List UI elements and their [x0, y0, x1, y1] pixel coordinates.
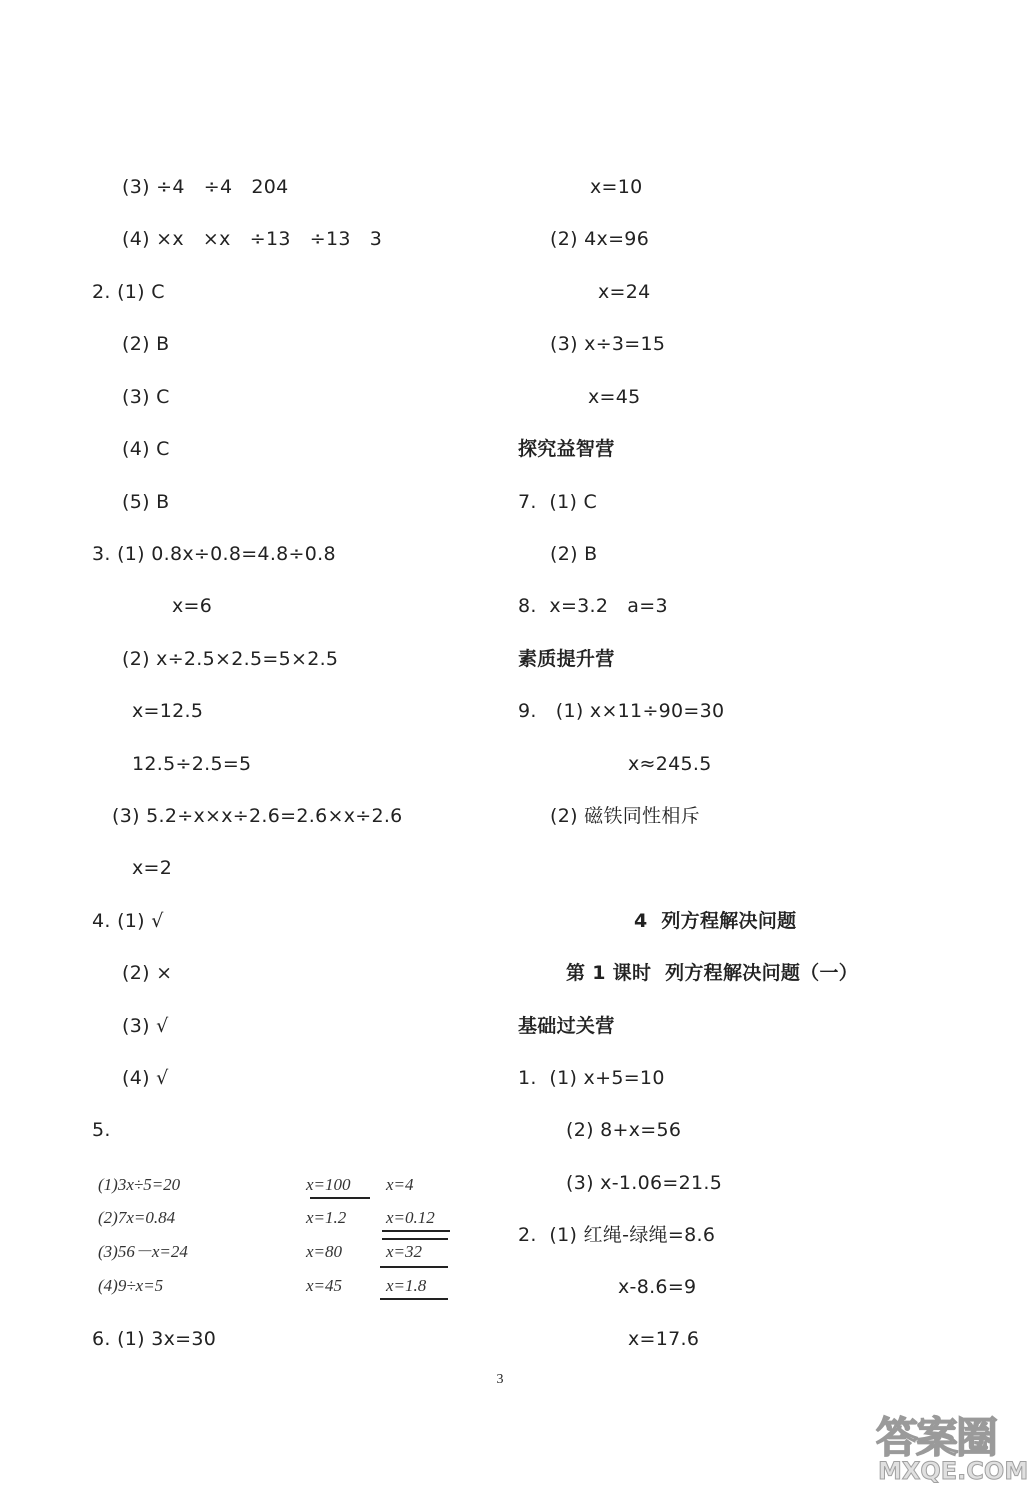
match-equation-4: (4)9÷x=5 [98, 1276, 164, 1295]
match-col2-4: x=45 [306, 1276, 343, 1295]
left-line-10: (2) x÷2.5×2.5=5×2.5 [122, 648, 339, 670]
left-line-6: (4) C [122, 438, 170, 460]
match-col3-2: x=0.12 [386, 1208, 435, 1227]
match-col3-1: x=4 [386, 1175, 414, 1194]
left-line-4: (2) B [122, 333, 170, 355]
match-equation-2: (2)7x=0.84 [98, 1208, 176, 1227]
right-line-18: (2) 8+x=56 [566, 1119, 682, 1141]
right-line-20: 2. (1) 红绳-绿绳=8.6 [518, 1224, 716, 1246]
left-line-13: (3) 5.2÷x×x÷2.6=2.6×x÷2.6 [112, 805, 403, 827]
left-line-2: (4) ×x ×x ÷13 ÷13 3 [122, 228, 383, 250]
left-line-3: 2. (1) C [92, 281, 165, 303]
match-line [382, 1230, 450, 1232]
left-line-20: 6. (1) 3x=30 [92, 1328, 217, 1350]
right-line-7: 7. (1) C [518, 491, 598, 513]
match-col3-4: x=1.8 [386, 1276, 427, 1295]
watermark [876, 1405, 1028, 1487]
match-line [380, 1298, 448, 1300]
right-line-1: x=10 [590, 176, 643, 198]
right-line-11: 9. (1) x×11÷90=30 [518, 700, 725, 722]
left-line-18: (4) √ [122, 1067, 169, 1089]
right-line-3: x=24 [598, 281, 651, 303]
section-heading: 探究益智营 [518, 438, 615, 460]
left-line-7: (5) B [122, 491, 170, 513]
right-line-17: 1. (1) x+5=10 [518, 1067, 665, 1089]
right-line-13: (2) 磁铁同性相斥 [550, 805, 700, 827]
right-line-9: 8. x=3.2 a=3 [518, 595, 668, 617]
left-line-8: 3. (1) 0.8x÷0.8=4.8÷0.8 [92, 543, 336, 565]
left-line-1: (3) ÷4 ÷4 204 [122, 176, 289, 198]
match-col3-3: x=32 [386, 1242, 423, 1261]
lesson-title: 第 1 课时 列方程解决问题（一） [566, 962, 859, 984]
left-line-16: (2) × [122, 962, 173, 984]
section-heading: 基础过关营 [518, 1015, 615, 1037]
match-equation-1: (1)3x÷5=20 [98, 1175, 181, 1194]
match-line [310, 1197, 370, 1199]
right-line-4: (3) x÷3=15 [550, 333, 666, 355]
left-line-19: 5. [92, 1119, 111, 1141]
left-line-15: 4. (1) √ [92, 910, 164, 932]
left-line-14: x=2 [132, 857, 173, 879]
match-line [380, 1266, 448, 1268]
watermark-logo: 答案圈 [876, 1413, 997, 1462]
left-line-5: (3) C [122, 386, 170, 408]
page-number: 3 [496, 1372, 504, 1387]
match-col2-3: x=80 [306, 1242, 343, 1261]
right-line-2: (2) 4x=96 [550, 228, 650, 250]
match-col2-2: x=1.2 [306, 1208, 347, 1227]
left-line-11: x=12.5 [132, 700, 204, 722]
right-line-5: x=45 [588, 386, 641, 408]
right-line-22: x=17.6 [628, 1328, 700, 1350]
left-line-17: (3) √ [122, 1015, 169, 1037]
right-line-8: (2) B [550, 543, 598, 565]
right-line-19: (3) x-1.06=21.5 [566, 1172, 723, 1194]
section-heading: 素质提升营 [518, 648, 615, 670]
right-line-21: x-8.6=9 [618, 1276, 697, 1298]
left-line-12: 12.5÷2.5=5 [132, 753, 252, 775]
match-equation-3: (3)56－x=24 [98, 1242, 188, 1261]
left-line-9: x=6 [172, 595, 213, 617]
right-line-12: x≈245.5 [628, 753, 712, 775]
watermark-site: MXQE.COM [878, 1457, 1028, 1485]
match-line [382, 1238, 448, 1240]
chapter-title: 4 列方程解决问题 [634, 910, 797, 932]
match-col2-1: x=100 [306, 1175, 351, 1194]
